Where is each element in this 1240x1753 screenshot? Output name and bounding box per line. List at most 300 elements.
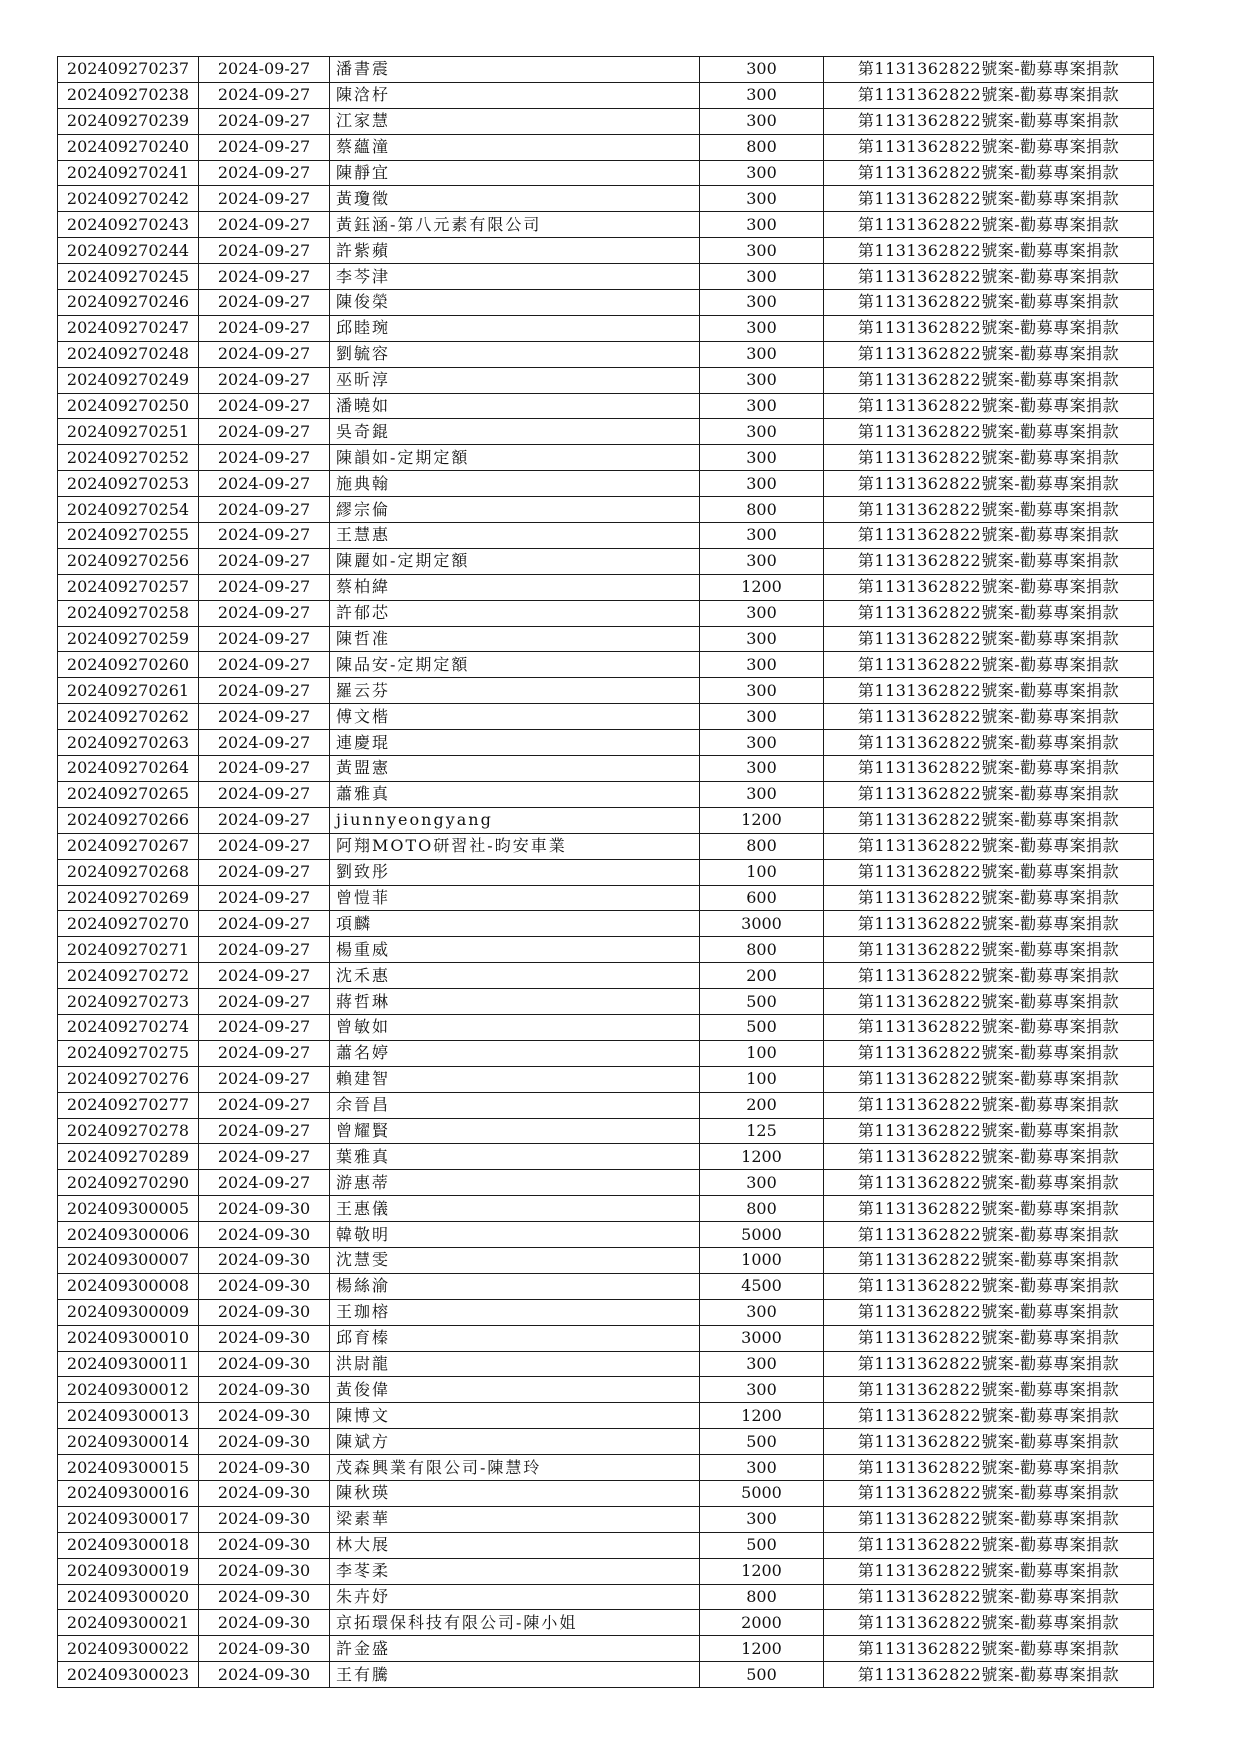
- donation-purpose-cell: 第1131362822號案-勸募專案捐款: [824, 859, 1154, 885]
- receipt-number-cell: 202409270272: [58, 963, 199, 989]
- donation-purpose-cell: 第1131362822號案-勸募專案捐款: [824, 1662, 1154, 1688]
- donation-purpose-cell: 第1131362822號案-勸募專案捐款: [824, 600, 1154, 626]
- donation-purpose-cell: 第1131362822號案-勸募專案捐款: [824, 1584, 1154, 1610]
- donation-date-cell: 2024-09-27: [199, 626, 330, 652]
- donation-purpose-cell: 第1131362822號案-勸募專案捐款: [824, 756, 1154, 782]
- donation-amount-cell: 300: [700, 600, 824, 626]
- receipt-number-cell: 202409270239: [58, 108, 199, 134]
- table-row: [58, 1144, 1154, 1170]
- donation-purpose-cell: 第1131362822號案-勸募專案捐款: [824, 57, 1154, 83]
- donation-date-cell: 2024-09-27: [199, 367, 330, 393]
- donation-amount-cell: 300: [700, 315, 824, 341]
- donation-purpose-cell: 第1131362822號案-勸募專案捐款: [824, 911, 1154, 937]
- receipt-number-cell: 202409270264: [58, 756, 199, 782]
- donation-amount-cell: 300: [700, 341, 824, 367]
- receipt-number-cell: 202409270274: [58, 1014, 199, 1040]
- receipt-number-cell: 202409270263: [58, 730, 199, 756]
- table-row: [58, 1351, 1154, 1377]
- receipt-number-cell: 202409270269: [58, 885, 199, 911]
- table-row: [58, 1325, 1154, 1351]
- donation-purpose-cell: 第1131362822號案-勸募專案捐款: [824, 186, 1154, 212]
- donation-purpose-cell: 第1131362822號案-勸募專案捐款: [824, 1506, 1154, 1532]
- receipt-number-cell: 202409270253: [58, 471, 199, 497]
- donation-purpose-cell: 第1131362822號案-勸募專案捐款: [824, 1429, 1154, 1455]
- donor-name-cell: 施典翰: [330, 471, 700, 497]
- receipt-number-cell: 202409270278: [58, 1118, 199, 1144]
- donor-name-cell: 陳麗如-定期定額: [330, 548, 700, 574]
- donor-name-cell: 沈慧雯: [330, 1247, 700, 1273]
- receipt-number-cell: 202409270270: [58, 911, 199, 937]
- receipt-number-cell: 202409270260: [58, 652, 199, 678]
- donation-date-cell: 2024-09-27: [199, 108, 330, 134]
- receipt-number-cell: 202409300018: [58, 1532, 199, 1558]
- donor-name-cell: 沈禾惠: [330, 963, 700, 989]
- table-row: [58, 419, 1154, 445]
- donor-name-cell: 蔡蘊潼: [330, 134, 700, 160]
- donation-amount-cell: 3000: [700, 911, 824, 937]
- receipt-number-cell: 202409270271: [58, 937, 199, 963]
- donation-date-cell: 2024-09-30: [199, 1325, 330, 1351]
- donation-purpose-cell: 第1131362822號案-勸募專案捐款: [824, 1351, 1154, 1377]
- donation-purpose-cell: 第1131362822號案-勸募專案捐款: [824, 419, 1154, 445]
- donation-amount-cell: 100: [700, 1040, 824, 1066]
- donor-name-cell: 陳浛杍: [330, 82, 700, 108]
- donation-amount-cell: 1200: [700, 807, 824, 833]
- donation-purpose-cell: 第1131362822號案-勸募專案捐款: [824, 989, 1154, 1015]
- donation-table: [57, 56, 1154, 1688]
- donation-date-cell: 2024-09-27: [199, 704, 330, 730]
- receipt-number-cell: 202409270247: [58, 315, 199, 341]
- donation-amount-cell: 300: [700, 264, 824, 290]
- donation-date-cell: 2024-09-27: [199, 186, 330, 212]
- donor-name-cell: 陳秋瑛: [330, 1480, 700, 1506]
- donation-date-cell: 2024-09-27: [199, 678, 330, 704]
- receipt-number-cell: 202409300016: [58, 1480, 199, 1506]
- donation-date-cell: 2024-09-30: [199, 1455, 330, 1481]
- donation-purpose-cell: 第1131362822號案-勸募專案捐款: [824, 781, 1154, 807]
- table-row: [58, 290, 1154, 316]
- receipt-number-cell: 202409300017: [58, 1506, 199, 1532]
- donation-date-cell: 2024-09-27: [199, 1144, 330, 1170]
- receipt-number-cell: 202409270290: [58, 1170, 199, 1196]
- donor-name-cell: 曾愷菲: [330, 885, 700, 911]
- table-row: [58, 57, 1154, 83]
- table-row: [58, 963, 1154, 989]
- donor-name-cell: 游惠蒂: [330, 1170, 700, 1196]
- table-row: [58, 367, 1154, 393]
- receipt-number-cell: 202409270241: [58, 160, 199, 186]
- donation-purpose-cell: 第1131362822號案-勸募專案捐款: [824, 1196, 1154, 1222]
- donation-amount-cell: 500: [700, 1532, 824, 1558]
- donation-amount-cell: 300: [700, 238, 824, 264]
- donation-date-cell: 2024-09-30: [199, 1532, 330, 1558]
- donation-amount-cell: 100: [700, 859, 824, 885]
- donor-name-cell: 梁素華: [330, 1506, 700, 1532]
- table-row: [58, 315, 1154, 341]
- donor-name-cell: 吳奇錕: [330, 419, 700, 445]
- receipt-number-cell: 202409300013: [58, 1403, 199, 1429]
- donor-name-cell: 陳俊榮: [330, 290, 700, 316]
- donation-date-cell: 2024-09-27: [199, 82, 330, 108]
- donation-date-cell: 2024-09-27: [199, 238, 330, 264]
- donation-date-cell: 2024-09-27: [199, 548, 330, 574]
- donation-purpose-cell: 第1131362822號案-勸募專案捐款: [824, 1377, 1154, 1403]
- table-row: [58, 1377, 1154, 1403]
- table-row: [58, 1506, 1154, 1532]
- table-row: [58, 989, 1154, 1015]
- receipt-number-cell: 202409270259: [58, 626, 199, 652]
- donation-date-cell: 2024-09-27: [199, 315, 330, 341]
- donation-date-cell: 2024-09-27: [199, 833, 330, 859]
- donation-date-cell: 2024-09-30: [199, 1429, 330, 1455]
- table-row: [58, 186, 1154, 212]
- donation-date-cell: 2024-09-27: [199, 523, 330, 549]
- donation-amount-cell: 500: [700, 989, 824, 1015]
- donation-purpose-cell: 第1131362822號案-勸募專案捐款: [824, 1403, 1154, 1429]
- table-row: [58, 160, 1154, 186]
- table-row: [58, 1040, 1154, 1066]
- table-row: [58, 1480, 1154, 1506]
- donation-amount-cell: 300: [700, 82, 824, 108]
- donor-name-cell: 黃盟憲: [330, 756, 700, 782]
- donation-date-cell: 2024-09-27: [199, 1170, 330, 1196]
- table-row: [58, 523, 1154, 549]
- donor-name-cell: 蔡柏緯: [330, 574, 700, 600]
- table-row: [58, 833, 1154, 859]
- donation-date-cell: 2024-09-27: [199, 885, 330, 911]
- donation-amount-cell: 1200: [700, 1636, 824, 1662]
- donation-amount-cell: 300: [700, 290, 824, 316]
- donor-name-cell: 黃俊偉: [330, 1377, 700, 1403]
- donation-amount-cell: 300: [700, 1299, 824, 1325]
- donation-amount-cell: 200: [700, 963, 824, 989]
- donation-purpose-cell: 第1131362822號案-勸募專案捐款: [824, 1118, 1154, 1144]
- donation-amount-cell: 500: [700, 1662, 824, 1688]
- donation-amount-cell: 800: [700, 1584, 824, 1610]
- donation-date-cell: 2024-09-27: [199, 963, 330, 989]
- table-row: [58, 471, 1154, 497]
- table-row: [58, 497, 1154, 523]
- donation-purpose-cell: 第1131362822號案-勸募專案捐款: [824, 807, 1154, 833]
- donor-name-cell: 潘曉如: [330, 393, 700, 419]
- donor-name-cell: 許郁芯: [330, 600, 700, 626]
- donation-amount-cell: 300: [700, 393, 824, 419]
- donation-date-cell: 2024-09-30: [199, 1273, 330, 1299]
- donation-amount-cell: 500: [700, 1429, 824, 1455]
- donation-date-cell: 2024-09-30: [199, 1584, 330, 1610]
- donor-name-cell: 陳博文: [330, 1403, 700, 1429]
- table-row: [58, 574, 1154, 600]
- donor-name-cell: 曾敏如: [330, 1014, 700, 1040]
- donation-purpose-cell: 第1131362822號案-勸募專案捐款: [824, 1014, 1154, 1040]
- donation-purpose-cell: 第1131362822號案-勸募專案捐款: [824, 1610, 1154, 1636]
- donation-amount-cell: 800: [700, 1196, 824, 1222]
- donor-name-cell: 傅文楷: [330, 704, 700, 730]
- donation-date-cell: 2024-09-30: [199, 1480, 330, 1506]
- donation-amount-cell: 300: [700, 1455, 824, 1481]
- table-row: [58, 1118, 1154, 1144]
- donation-purpose-cell: 第1131362822號案-勸募專案捐款: [824, 471, 1154, 497]
- receipt-number-cell: 202409270256: [58, 548, 199, 574]
- receipt-number-cell: 202409270255: [58, 523, 199, 549]
- donation-date-cell: 2024-09-30: [199, 1351, 330, 1377]
- table-row: [58, 756, 1154, 782]
- donation-date-cell: 2024-09-27: [199, 290, 330, 316]
- table-row: [58, 1610, 1154, 1636]
- donation-purpose-cell: 第1131362822號案-勸募專案捐款: [824, 523, 1154, 549]
- donor-name-cell: 楊絲渝: [330, 1273, 700, 1299]
- donation-amount-cell: 300: [700, 212, 824, 238]
- donation-date-cell: 2024-09-30: [199, 1247, 330, 1273]
- donation-date-cell: 2024-09-30: [199, 1403, 330, 1429]
- receipt-number-cell: 202409270262: [58, 704, 199, 730]
- donation-purpose-cell: 第1131362822號案-勸募專案捐款: [824, 445, 1154, 471]
- receipt-number-cell: 202409300005: [58, 1196, 199, 1222]
- receipt-number-cell: 202409270257: [58, 574, 199, 600]
- donation-date-cell: 2024-09-27: [199, 160, 330, 186]
- table-row: [58, 781, 1154, 807]
- donor-name-cell: 王慧惠: [330, 523, 700, 549]
- receipt-number-cell: 202409270252: [58, 445, 199, 471]
- receipt-number-cell: 202409300009: [58, 1299, 199, 1325]
- donor-name-cell: 葉雅真: [330, 1144, 700, 1170]
- table-row: [58, 134, 1154, 160]
- donation-amount-cell: 300: [700, 1506, 824, 1532]
- table-row: [58, 1532, 1154, 1558]
- donation-amount-cell: 300: [700, 445, 824, 471]
- receipt-number-cell: 202409270244: [58, 238, 199, 264]
- donation-purpose-cell: 第1131362822號案-勸募專案捐款: [824, 1247, 1154, 1273]
- donation-date-cell: 2024-09-27: [199, 911, 330, 937]
- donation-amount-cell: 1200: [700, 1144, 824, 1170]
- donation-purpose-cell: 第1131362822號案-勸募專案捐款: [824, 1222, 1154, 1248]
- donation-amount-cell: 300: [700, 471, 824, 497]
- donor-name-cell: 王珈榕: [330, 1299, 700, 1325]
- receipt-number-cell: 202409270254: [58, 497, 199, 523]
- donation-amount-cell: 1200: [700, 1403, 824, 1429]
- donation-amount-cell: 5000: [700, 1222, 824, 1248]
- donation-amount-cell: 300: [700, 652, 824, 678]
- receipt-number-cell: 202409270246: [58, 290, 199, 316]
- donation-amount-cell: 300: [700, 678, 824, 704]
- donation-purpose-cell: 第1131362822號案-勸募專案捐款: [824, 1040, 1154, 1066]
- donation-amount-cell: 5000: [700, 1480, 824, 1506]
- table-row: [58, 238, 1154, 264]
- table-row: [58, 1066, 1154, 1092]
- donation-amount-cell: 300: [700, 781, 824, 807]
- receipt-number-cell: 202409270258: [58, 600, 199, 626]
- donation-purpose-cell: 第1131362822號案-勸募專案捐款: [824, 574, 1154, 600]
- donor-name-cell: 林大展: [330, 1532, 700, 1558]
- table-row: [58, 264, 1154, 290]
- receipt-number-cell: 202409270277: [58, 1092, 199, 1118]
- donation-date-cell: 2024-09-27: [199, 212, 330, 238]
- donation-amount-cell: 300: [700, 730, 824, 756]
- donor-name-cell: 京拓環保科技有限公司-陳小姐: [330, 1610, 700, 1636]
- donor-name-cell: 連慶琨: [330, 730, 700, 756]
- receipt-number-cell: 202409270266: [58, 807, 199, 833]
- receipt-number-cell: 202409300020: [58, 1584, 199, 1610]
- donation-purpose-cell: 第1131362822號案-勸募專案捐款: [824, 212, 1154, 238]
- donor-name-cell: 江家慧: [330, 108, 700, 134]
- donation-purpose-cell: 第1131362822號案-勸募專案捐款: [824, 1273, 1154, 1299]
- table-row: [58, 393, 1154, 419]
- donation-date-cell: 2024-09-30: [199, 1222, 330, 1248]
- donation-amount-cell: 500: [700, 1014, 824, 1040]
- donation-amount-cell: 300: [700, 108, 824, 134]
- donation-purpose-cell: 第1131362822號案-勸募專案捐款: [824, 1144, 1154, 1170]
- donation-date-cell: 2024-09-27: [199, 1014, 330, 1040]
- donation-amount-cell: 1000: [700, 1247, 824, 1273]
- receipt-number-cell: 202409270268: [58, 859, 199, 885]
- donation-purpose-cell: 第1131362822號案-勸募專案捐款: [824, 1066, 1154, 1092]
- donation-amount-cell: 100: [700, 1066, 824, 1092]
- donation-date-cell: 2024-09-30: [199, 1299, 330, 1325]
- receipt-number-cell: 202409270265: [58, 781, 199, 807]
- donation-amount-cell: 300: [700, 626, 824, 652]
- table-row: [58, 1222, 1154, 1248]
- table-row: [58, 885, 1154, 911]
- donation-date-cell: 2024-09-27: [199, 937, 330, 963]
- receipt-number-cell: 202409270249: [58, 367, 199, 393]
- donation-amount-cell: 300: [700, 367, 824, 393]
- receipt-number-cell: 202409300019: [58, 1558, 199, 1584]
- table-row: [58, 937, 1154, 963]
- donation-purpose-cell: 第1131362822號案-勸募專案捐款: [824, 315, 1154, 341]
- donation-amount-cell: 300: [700, 704, 824, 730]
- table-row: [58, 445, 1154, 471]
- donation-purpose-cell: 第1131362822號案-勸募專案捐款: [824, 937, 1154, 963]
- table-row: [58, 1636, 1154, 1662]
- donor-name-cell: 韓敬明: [330, 1222, 700, 1248]
- donation-date-cell: 2024-09-30: [199, 1506, 330, 1532]
- donation-date-cell: 2024-09-27: [199, 264, 330, 290]
- donation-date-cell: 2024-09-27: [199, 471, 330, 497]
- receipt-number-cell: 202409270273: [58, 989, 199, 1015]
- donor-name-cell: 蕭名婷: [330, 1040, 700, 1066]
- donor-name-cell: 阿翔MOTO研習社-昀安車業: [330, 833, 700, 859]
- donation-purpose-cell: 第1131362822號案-勸募專案捐款: [824, 1532, 1154, 1558]
- receipt-number-cell: 202409270261: [58, 678, 199, 704]
- donation-purpose-cell: 第1131362822號案-勸募專案捐款: [824, 548, 1154, 574]
- donation-amount-cell: 300: [700, 548, 824, 574]
- donation-date-cell: 2024-09-27: [199, 1066, 330, 1092]
- donation-purpose-cell: 第1131362822號案-勸募專案捐款: [824, 82, 1154, 108]
- receipt-number-cell: 202409300011: [58, 1351, 199, 1377]
- donation-amount-cell: 300: [700, 186, 824, 212]
- receipt-number-cell: 202409270240: [58, 134, 199, 160]
- table-row: [58, 1403, 1154, 1429]
- donation-amount-cell: 300: [700, 1377, 824, 1403]
- table-row: [58, 678, 1154, 704]
- donation-amount-cell: 300: [700, 756, 824, 782]
- donor-name-cell: 李苳柔: [330, 1558, 700, 1584]
- donation-purpose-cell: 第1131362822號案-勸募專案捐款: [824, 730, 1154, 756]
- receipt-number-cell: 202409300015: [58, 1455, 199, 1481]
- table-row: [58, 1662, 1154, 1688]
- table-row: [58, 108, 1154, 134]
- donation-amount-cell: 800: [700, 833, 824, 859]
- donation-date-cell: 2024-09-30: [199, 1662, 330, 1688]
- donation-amount-cell: 300: [700, 523, 824, 549]
- donation-date-cell: 2024-09-27: [199, 1118, 330, 1144]
- donation-amount-cell: 300: [700, 57, 824, 83]
- donor-name-cell: 王惠儀: [330, 1196, 700, 1222]
- table-row: [58, 82, 1154, 108]
- donor-name-cell: 楊重威: [330, 937, 700, 963]
- table-row: [58, 730, 1154, 756]
- donation-amount-cell: 800: [700, 497, 824, 523]
- donation-purpose-cell: 第1131362822號案-勸募專案捐款: [824, 341, 1154, 367]
- donation-amount-cell: 300: [700, 160, 824, 186]
- donation-date-cell: 2024-09-27: [199, 497, 330, 523]
- table-row: [58, 1014, 1154, 1040]
- donation-purpose-cell: 第1131362822號案-勸募專案捐款: [824, 290, 1154, 316]
- table-row: [58, 1273, 1154, 1299]
- donor-name-cell: 許金盛: [330, 1636, 700, 1662]
- table-row: [58, 1455, 1154, 1481]
- donation-amount-cell: 1200: [700, 1558, 824, 1584]
- donor-name-cell: 余晉昌: [330, 1092, 700, 1118]
- table-row: [58, 1584, 1154, 1610]
- table-row: [58, 548, 1154, 574]
- donation-table-body: [58, 57, 1154, 1688]
- table-row: [58, 341, 1154, 367]
- receipt-number-cell: 202409300012: [58, 1377, 199, 1403]
- donation-date-cell: 2024-09-27: [199, 807, 330, 833]
- table-row: [58, 626, 1154, 652]
- donation-date-cell: 2024-09-27: [199, 859, 330, 885]
- table-row: [58, 1092, 1154, 1118]
- donation-purpose-cell: 第1131362822號案-勸募專案捐款: [824, 833, 1154, 859]
- donor-name-cell: 羅云芬: [330, 678, 700, 704]
- donor-name-cell: jiunnyeongyang: [330, 807, 700, 833]
- table-row: [58, 1170, 1154, 1196]
- receipt-number-cell: 202409270237: [58, 57, 199, 83]
- donor-name-cell: 繆宗倫: [330, 497, 700, 523]
- donation-purpose-cell: 第1131362822號案-勸募專案捐款: [824, 1636, 1154, 1662]
- receipt-number-cell: 202409300022: [58, 1636, 199, 1662]
- receipt-number-cell: 202409300008: [58, 1273, 199, 1299]
- receipt-number-cell: 202409270276: [58, 1066, 199, 1092]
- donation-purpose-cell: 第1131362822號案-勸募專案捐款: [824, 393, 1154, 419]
- donation-amount-cell: 200: [700, 1092, 824, 1118]
- donation-date-cell: 2024-09-30: [199, 1610, 330, 1636]
- donor-name-cell: 陳哲准: [330, 626, 700, 652]
- donor-name-cell: 潘書震: [330, 57, 700, 83]
- donation-date-cell: 2024-09-30: [199, 1636, 330, 1662]
- donation-amount-cell: 1200: [700, 574, 824, 600]
- receipt-number-cell: 202409270275: [58, 1040, 199, 1066]
- donation-purpose-cell: 第1131362822號案-勸募專案捐款: [824, 264, 1154, 290]
- donation-amount-cell: 125: [700, 1118, 824, 1144]
- donation-purpose-cell: 第1131362822號案-勸募專案捐款: [824, 367, 1154, 393]
- receipt-number-cell: 202409270267: [58, 833, 199, 859]
- donation-date-cell: 2024-09-30: [199, 1377, 330, 1403]
- donation-date-cell: 2024-09-30: [199, 1558, 330, 1584]
- receipt-number-cell: 202409300007: [58, 1247, 199, 1273]
- receipt-number-cell: 202409300021: [58, 1610, 199, 1636]
- donation-amount-cell: 300: [700, 1351, 824, 1377]
- donation-purpose-cell: 第1131362822號案-勸募專案捐款: [824, 678, 1154, 704]
- donation-amount-cell: 4500: [700, 1273, 824, 1299]
- donor-name-cell: 陳品安-定期定額: [330, 652, 700, 678]
- donor-name-cell: 王有騰: [330, 1662, 700, 1688]
- donation-purpose-cell: 第1131362822號案-勸募專案捐款: [824, 652, 1154, 678]
- donation-amount-cell: 3000: [700, 1325, 824, 1351]
- donor-name-cell: 蔣哲琳: [330, 989, 700, 1015]
- donation-amount-cell: 800: [700, 937, 824, 963]
